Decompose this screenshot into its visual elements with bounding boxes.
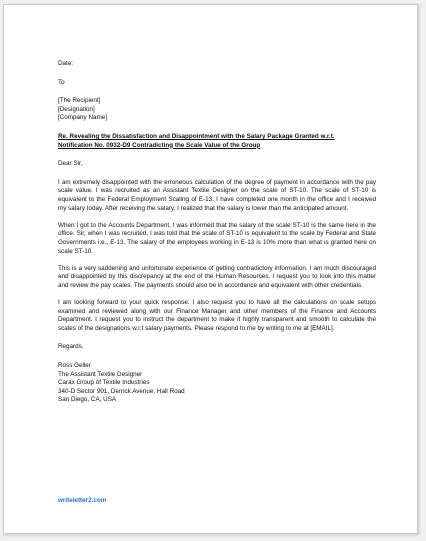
- closing: Regards,: [58, 343, 84, 351]
- subject-line-1: Re. Revealing the Dissatisfaction and Disappointment with the Salary Package Granted w.r.t.: [58, 132, 335, 140]
- body-paragraph-2: When I got to the Accounts Department, I was informed that the salary of the scale ST-10 is the same here in the office. Sir, when I was recruited, I was told that the scale of ST-10 is equivalent to the scale by Federal and State Governments i.e., E-13. The salary of the employees working in E-13 is 10% more than what is granted here on scale ST-10.: [58, 221, 376, 255]
- letter-page: [3, 4, 418, 534]
- recipient-name: [The Recipient]: [58, 97, 101, 105]
- letter-body: [58, 60, 376, 405]
- signature-title: The Assistant Textile Designer: [58, 370, 143, 378]
- to-label: To: [58, 78, 65, 86]
- website-link[interactable]: writeletter2.com: [58, 497, 107, 504]
- recipient-company: [Company Name]: [58, 114, 107, 122]
- body-paragraph-1: I am extremely disappointed with the erroneous calculation of the degree of payment in accordance with the pay scale value. I was recruited as an Assistant Textile Designer on the scale of ST-10. The scale of ST-10 is equivalent to the Federal Employment Scaling of E-13. I have completed one month in the office and I received my salary today. After receiving the salary, I realized that the salary is lower than the anticipated amount.: [58, 178, 376, 212]
- signature-name: Ross Geller: [58, 362, 91, 370]
- signature-company: Carax Group of Textile Industries: [58, 379, 150, 387]
- subject-line-2: Notification No. 0932-D9 Contradicting the Scale Value of the Group: [58, 141, 261, 149]
- salutation: Dear Sir,: [58, 160, 83, 168]
- signature-address: 340-D Sector 901, Derrick Avenue, Hall Road: [58, 387, 185, 395]
- recipient-designation: [Designation]: [58, 105, 95, 113]
- signature-city: San Diego, CA, USA: [58, 396, 117, 404]
- body-paragraph-3: This is a very saddening and unfortunate experience of getting contradictory information. I am much discouraged and disappointed by this discrepancy at the end of the Human Resources. I request you to look into this matter and review the pay scales. The payments should also be in accordance and equivalent with other credentials.: [58, 264, 376, 289]
- body-paragraph-4: I am looking forward to your quick response. I also request you to have all the calculations on scale setups examined and reviewed along with our Finance Manager and other members of the Finance and Accounts Department. I request you to instruct the department to make it highly transparent and smooth to calculate the scales of the designations w.r.t salary payments. Please respond to me by writing to me at [EMAIL].: [58, 299, 376, 332]
- date-label: Date:: [58, 60, 74, 67]
